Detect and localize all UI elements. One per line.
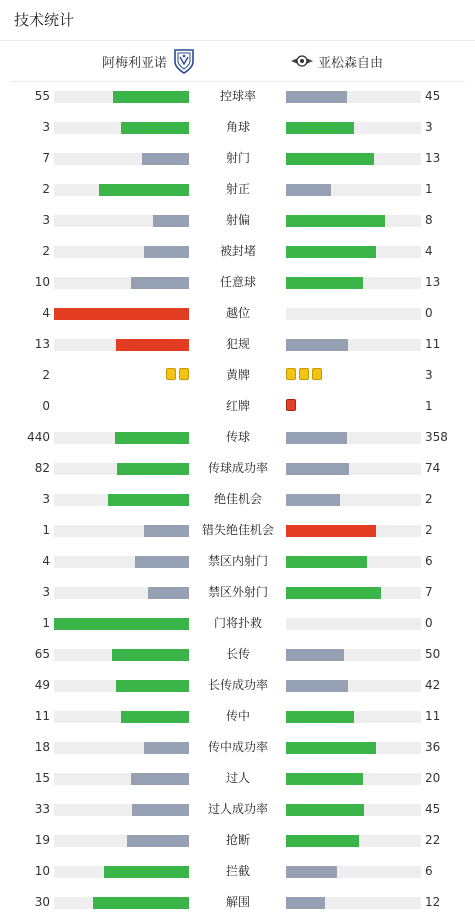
- home-bar-track: [54, 277, 189, 289]
- home-bar-fill: [135, 556, 189, 568]
- home-bar-track: [54, 866, 189, 878]
- home-bar-track: [54, 742, 189, 754]
- away-bar-track: [286, 711, 421, 723]
- home-value: 440: [27, 430, 50, 444]
- away-bar-track: [286, 432, 421, 444]
- away-bar-fill: [286, 215, 385, 227]
- away-bar-fill: [286, 866, 337, 878]
- stat-row: [0, 515, 475, 546]
- away-value: 2: [425, 492, 433, 506]
- away-bar-track: [286, 587, 421, 599]
- away-value: 3: [425, 368, 433, 382]
- home-bar-track: [54, 649, 189, 661]
- stat-row: [0, 391, 475, 422]
- home-value: 7: [42, 151, 50, 165]
- home-bar-track: [54, 525, 189, 537]
- home-team[interactable]: [102, 47, 195, 75]
- away-value: 42: [425, 678, 441, 692]
- home-bar-track: [54, 308, 189, 320]
- away-team[interactable]: [290, 47, 383, 75]
- home-value: 3: [42, 492, 50, 506]
- stat-label: 任意球: [219, 275, 256, 289]
- home-bar-track: [54, 587, 189, 599]
- home-bar-track: [54, 215, 189, 227]
- home-value: 3: [42, 585, 50, 599]
- home-bar-track: [54, 432, 189, 444]
- away-value: 1: [425, 182, 433, 196]
- home-bar-track: [54, 122, 189, 134]
- stat-label: 绝佳机会: [213, 492, 262, 506]
- away-value: 6: [425, 554, 433, 568]
- away-bar-track: [286, 91, 421, 103]
- stat-label: 抢断: [225, 833, 250, 847]
- home-bar-fill: [121, 711, 189, 723]
- home-value: 33: [34, 802, 50, 816]
- home-bar-fill: [116, 339, 189, 351]
- home-cards: [166, 368, 189, 382]
- home-value: 11: [34, 709, 50, 723]
- home-bar-fill: [148, 587, 189, 599]
- stat-row: [0, 174, 475, 205]
- away-bar-track: [286, 742, 421, 754]
- stat-label: 拦截: [225, 864, 250, 878]
- home-value: 10: [34, 864, 50, 878]
- home-bar-fill: [132, 804, 189, 816]
- stat-label: 角球: [225, 120, 250, 134]
- home-value: 15: [34, 771, 50, 785]
- stat-label: 错失绝佳机会: [201, 523, 274, 537]
- away-value: 0: [425, 306, 433, 320]
- home-bar-fill: [113, 91, 189, 103]
- away-value: 22: [425, 833, 441, 847]
- home-bar-fill: [54, 308, 189, 320]
- away-value: 50: [425, 647, 441, 661]
- stat-label: 过人: [225, 771, 250, 785]
- away-bar-track: [286, 525, 421, 537]
- away-bar-track: [286, 153, 421, 165]
- away-value: 45: [425, 89, 441, 103]
- stat-row: [0, 856, 475, 887]
- away-bar-fill: [286, 835, 359, 847]
- away-value: 1: [425, 399, 433, 413]
- home-bar-track: [54, 463, 189, 475]
- stat-label: 解围: [225, 895, 250, 909]
- away-value: 36: [425, 740, 441, 754]
- stat-label: 犯规: [225, 337, 250, 351]
- away-value: 358: [425, 430, 448, 444]
- stat-label: 控球率: [219, 89, 256, 103]
- home-bar-track: [54, 897, 189, 909]
- away-bar-fill: [286, 494, 340, 506]
- away-value: 6: [425, 864, 433, 878]
- stat-row: [0, 608, 475, 639]
- yellow-card-icon: [179, 368, 189, 380]
- away-value: 3: [425, 120, 433, 134]
- away-bar-fill: [286, 184, 331, 196]
- away-value: 13: [425, 151, 441, 165]
- away-bar-track: [286, 215, 421, 227]
- home-bar-fill: [112, 649, 189, 661]
- shield-crest-icon: [173, 48, 195, 74]
- away-bar-track: [286, 649, 421, 661]
- away-value: 12: [425, 895, 441, 909]
- home-value: 4: [42, 306, 50, 320]
- away-bar-track: [286, 184, 421, 196]
- home-value: 1: [42, 616, 50, 630]
- home-bar-track: [54, 246, 189, 258]
- home-bar-fill: [104, 866, 189, 878]
- stat-row: [0, 484, 475, 515]
- away-bar-fill: [286, 711, 354, 723]
- away-bar-track: [286, 463, 421, 475]
- stat-label: 禁区外射门: [207, 585, 268, 599]
- stat-label: 门将扑救: [213, 616, 262, 630]
- home-bar-fill: [144, 742, 189, 754]
- home-bar-fill: [131, 277, 189, 289]
- away-bar-fill: [286, 339, 348, 351]
- away-bar-track: [286, 835, 421, 847]
- home-bar-track: [54, 184, 189, 196]
- away-bar-track: [286, 339, 421, 351]
- stat-row: [0, 422, 475, 453]
- stat-label: 禁区内射门: [207, 554, 268, 568]
- home-value: 18: [34, 740, 50, 754]
- home-bar-fill: [144, 525, 189, 537]
- yellow-card-icon: [286, 368, 296, 380]
- stat-row: [0, 112, 475, 143]
- away-bar-fill: [286, 277, 363, 289]
- home-value: 2: [42, 244, 50, 258]
- away-value: 13: [425, 275, 441, 289]
- away-value: 11: [425, 709, 441, 723]
- stat-label: 传球: [225, 430, 250, 444]
- home-value: 2: [42, 368, 50, 382]
- away-bar-fill: [286, 463, 349, 475]
- away-bar-fill: [286, 122, 354, 134]
- home-value: 10: [34, 275, 50, 289]
- away-bar-track: [286, 618, 421, 630]
- home-bar-track: [54, 835, 189, 847]
- away-value: 8: [425, 213, 433, 227]
- away-bar-track: [286, 773, 421, 785]
- stat-label: 传中成功率: [207, 740, 268, 754]
- away-bar-track: [286, 804, 421, 816]
- away-bar-track: [286, 494, 421, 506]
- away-bar-fill: [286, 432, 347, 444]
- winged-crest-icon: [290, 54, 314, 68]
- home-value: 49: [34, 678, 50, 692]
- home-value: 3: [42, 213, 50, 227]
- stat-label: 长传成功率: [207, 678, 268, 692]
- home-bar-fill: [93, 897, 189, 909]
- away-bar-track: [286, 246, 421, 258]
- away-bar-fill: [286, 587, 381, 599]
- away-bar-fill: [286, 773, 363, 785]
- home-bar-track: [54, 711, 189, 723]
- stat-row: [0, 825, 475, 856]
- home-bar-fill: [116, 680, 189, 692]
- away-bar-fill: [286, 680, 348, 692]
- yellow-card-icon: [299, 368, 309, 380]
- stat-row: [0, 701, 475, 732]
- home-bar-track: [54, 153, 189, 165]
- away-bar-fill: [286, 525, 376, 537]
- home-bar-fill: [153, 215, 189, 227]
- stat-row: [0, 143, 475, 174]
- home-value: 1: [42, 523, 50, 537]
- stat-row: [0, 887, 475, 918]
- stat-row: [0, 236, 475, 267]
- away-bar-track: [286, 556, 421, 568]
- away-value: 4: [425, 244, 433, 258]
- stat-label: 传中: [225, 709, 250, 723]
- home-bar-track: [54, 618, 189, 630]
- stat-row: [0, 577, 475, 608]
- stats-list: [0, 81, 475, 918]
- home-team-name: 阿梅利亚诺: [102, 55, 168, 71]
- home-bar-track: [54, 773, 189, 785]
- home-value: 2: [42, 182, 50, 196]
- away-bar-track: [286, 680, 421, 692]
- stat-row: [0, 546, 475, 577]
- stat-label: 越位: [225, 306, 250, 320]
- home-bar-fill: [131, 773, 189, 785]
- home-bar-fill: [54, 618, 189, 630]
- away-bar-track: [286, 897, 421, 909]
- home-value: 3: [42, 120, 50, 134]
- stat-label: 被封堵: [219, 244, 256, 258]
- stat-row: [0, 298, 475, 329]
- stat-row: [0, 670, 475, 701]
- away-bar-fill: [286, 649, 344, 661]
- page-title: 技术统计: [0, 0, 475, 41]
- stat-label: 过人成功率: [207, 802, 268, 816]
- away-value: 45: [425, 802, 441, 816]
- home-value: 65: [34, 647, 50, 661]
- home-value: 30: [34, 895, 50, 909]
- home-bar-track: [54, 556, 189, 568]
- yellow-card-icon: [166, 368, 176, 380]
- home-value: 13: [34, 337, 50, 351]
- home-value: 19: [34, 833, 50, 847]
- away-bar-fill: [286, 804, 364, 816]
- stat-row: [0, 267, 475, 298]
- away-cards: [286, 399, 296, 413]
- away-bar-fill: [286, 91, 347, 103]
- away-bar-track: [286, 308, 421, 320]
- home-bar-track: [54, 91, 189, 103]
- home-bar-fill: [115, 432, 189, 444]
- stat-row: [0, 360, 475, 391]
- stat-row: [0, 639, 475, 670]
- away-value: 0: [425, 616, 433, 630]
- home-bar-fill: [121, 122, 189, 134]
- away-value: 2: [425, 523, 433, 537]
- stat-label: 长传: [225, 647, 250, 661]
- stat-row: [0, 205, 475, 236]
- away-bar-track: [286, 277, 421, 289]
- away-cards: [286, 368, 322, 382]
- stat-row: [0, 794, 475, 825]
- stat-row: [0, 453, 475, 484]
- home-bar-fill: [117, 463, 189, 475]
- stat-label: 射偏: [225, 213, 250, 227]
- stat-row: [0, 81, 475, 112]
- home-bar-track: [54, 494, 189, 506]
- home-value: 82: [34, 461, 50, 475]
- away-bar-fill: [286, 742, 376, 754]
- stat-row: [0, 329, 475, 360]
- away-bar-track: [286, 122, 421, 134]
- away-value: 74: [425, 461, 441, 475]
- home-bar-track: [54, 680, 189, 692]
- home-bar-fill: [108, 494, 189, 506]
- stat-label: 射正: [225, 182, 250, 196]
- away-bar-fill: [286, 153, 374, 165]
- home-value: 0: [42, 399, 50, 413]
- away-value: 11: [425, 337, 441, 351]
- stat-row: [0, 763, 475, 794]
- teams-header: [10, 41, 465, 82]
- home-value: 4: [42, 554, 50, 568]
- home-bar-track: [54, 339, 189, 351]
- away-value: 20: [425, 771, 441, 785]
- home-bar-fill: [99, 184, 189, 196]
- home-bar-track: [54, 804, 189, 816]
- home-bar-fill: [144, 246, 189, 258]
- away-bar-fill: [286, 897, 325, 909]
- home-bar-fill: [127, 835, 189, 847]
- stat-label: 射门: [225, 151, 250, 165]
- away-team-name: 亚松森自由: [318, 55, 384, 71]
- home-bar-fill: [142, 153, 189, 165]
- away-bar-track: [286, 866, 421, 878]
- away-bar-fill: [286, 556, 367, 568]
- stat-label: 红牌: [225, 399, 250, 413]
- stat-row: [0, 732, 475, 763]
- red-card-icon: [286, 399, 296, 411]
- away-bar-fill: [286, 246, 376, 258]
- home-value: 55: [34, 89, 50, 103]
- stat-label: 黄牌: [225, 368, 250, 382]
- yellow-card-icon: [312, 368, 322, 380]
- stat-label: 传球成功率: [207, 461, 268, 475]
- away-value: 7: [425, 585, 433, 599]
